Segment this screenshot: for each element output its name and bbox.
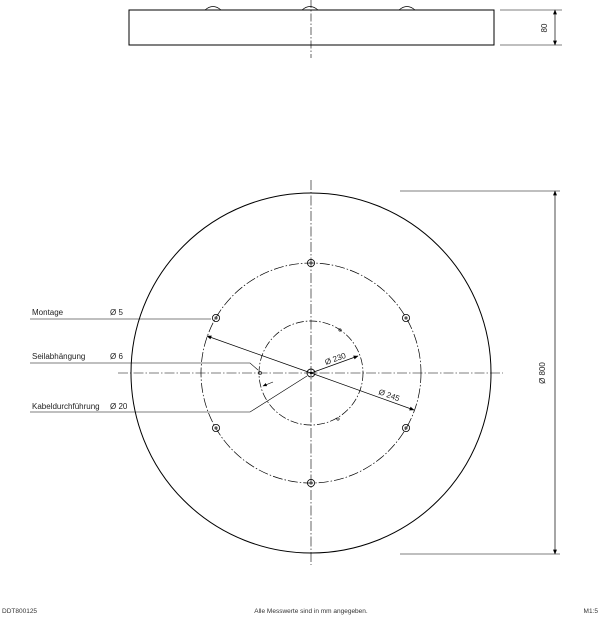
seil-dia-arrow bbox=[263, 382, 273, 386]
kabel-diameter: Ø 20 bbox=[110, 402, 128, 411]
side-view-plate bbox=[129, 10, 494, 45]
leader-seil bbox=[30, 363, 258, 370]
montage-diameter: Ø 5 bbox=[110, 308, 123, 317]
bolt-dia-label: Ø 245 bbox=[377, 387, 401, 404]
seil-label: Seilabhängung bbox=[32, 352, 86, 361]
side-view-top-bumps bbox=[205, 7, 415, 11]
drawing-id: DDT800125 bbox=[2, 608, 38, 615]
height-dimension-label: 80 bbox=[540, 23, 549, 33]
mounting-hole bbox=[402, 314, 409, 321]
mounting-hole bbox=[402, 424, 409, 431]
footer bbox=[2, 608, 598, 615]
kabel-label: Kabeldurchführung bbox=[32, 402, 100, 411]
mounting-hole bbox=[212, 424, 219, 431]
inner-dia-label: Ø 230 bbox=[323, 350, 348, 367]
plan-view bbox=[30, 180, 560, 565]
side-view bbox=[129, 0, 562, 58]
montage-label: Montage bbox=[32, 308, 64, 317]
seil-diameter: Ø 6 bbox=[110, 352, 123, 361]
scale-label: M1:5 bbox=[583, 608, 598, 615]
unit-note: Alle Messwerte sind in mm angegeben. bbox=[254, 608, 368, 615]
suspension-hole bbox=[337, 418, 339, 420]
mounting-hole bbox=[212, 314, 219, 321]
outer-dia-label: Ø 800 bbox=[538, 362, 547, 384]
